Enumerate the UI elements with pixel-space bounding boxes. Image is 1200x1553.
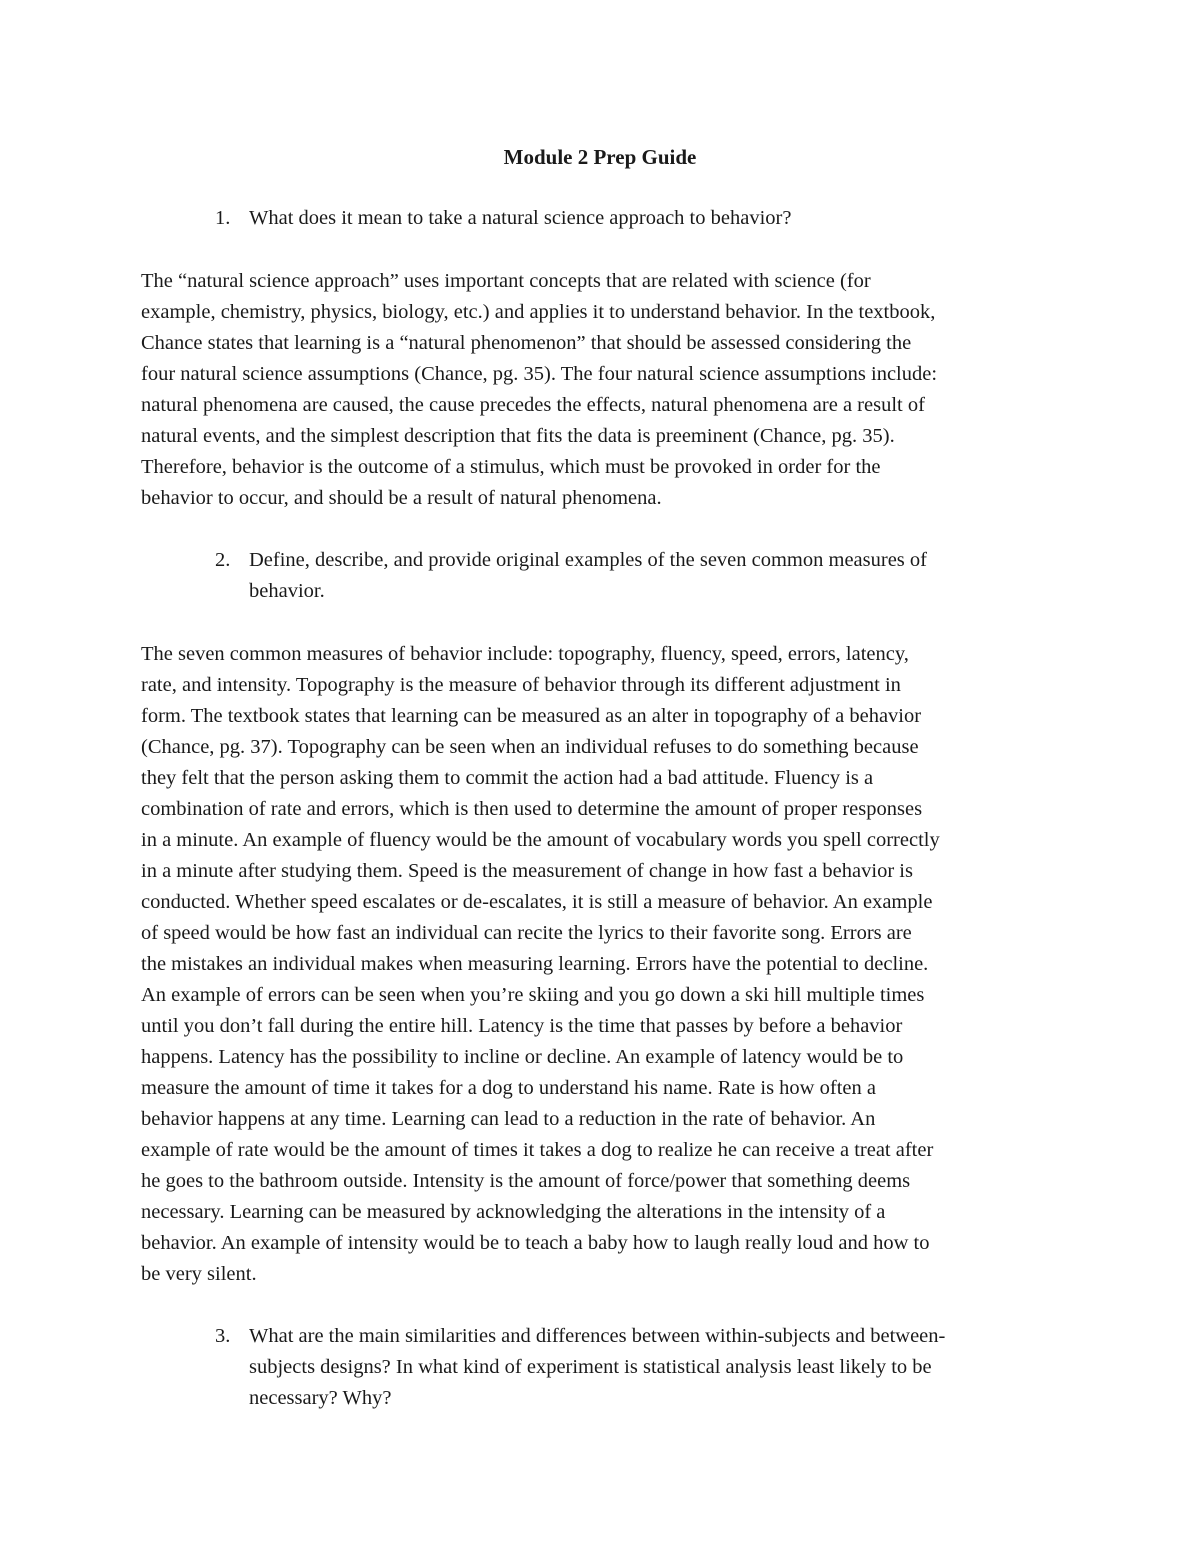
question-line: necessary? Why? xyxy=(249,1387,392,1409)
answer-line: in a minute after studying them. Speed is the measurement of change in how fast a behavior is xyxy=(141,860,913,882)
answer-line: Chance states that learning is a “natural phenomenon” that should be assessed considering the xyxy=(141,332,912,354)
question-2 xyxy=(215,545,1075,607)
answer-1 xyxy=(141,266,1061,514)
question-text xyxy=(249,545,1075,607)
answer-line: The “natural science approach” uses important concepts that are related with science (for xyxy=(141,270,871,292)
answer-line: in a minute. An example of fluency would be the amount of vocabulary words you spell correctly xyxy=(141,829,940,851)
answer-line: example, chemistry, physics, biology, etc.) and applies it to understand behavior. In the textbook, xyxy=(141,301,936,323)
question-line: subjects designs? In what kind of experiment is statistical analysis least likely to be xyxy=(249,1356,932,1378)
answer-line: he goes to the bathroom outside. Intensity is the amount of force/power that something deems xyxy=(141,1170,911,1192)
answer-line: An example of errors can be seen when you’re skiing and you go down a ski hill multiple times xyxy=(141,984,925,1006)
answer-line: natural events, and the simplest description that fits the data is preeminent (Chance, pg. 35). xyxy=(141,425,895,447)
question-line: What are the main similarities and differences between within-subjects and between- xyxy=(249,1325,946,1347)
answer-line: measure the amount of time it takes for a dog to understand his name. Rate is how often a xyxy=(141,1077,876,1099)
answer-line: combination of rate and errors, which is then used to determine the amount of proper responses xyxy=(141,798,923,820)
question-number: 3. xyxy=(215,1325,231,1347)
question-line: Define, describe, and provide original examples of the seven common measures of xyxy=(249,549,927,571)
answer-2 xyxy=(141,639,1061,1290)
question-text xyxy=(249,203,1075,234)
answer-line: The seven common measures of behavior include: topography, fluency, speed, errors, latency, xyxy=(141,643,909,665)
answer-line: the mistakes an individual makes when measuring learning. Errors have the potential to decline. xyxy=(141,953,929,975)
answer-line: behavior happens at any time. Learning can lead to a reduction in the rate of behavior. An xyxy=(141,1108,876,1130)
question-text xyxy=(249,1321,1075,1414)
answer-line: rate, and intensity. Topography is the measure of behavior through its different adjustment in xyxy=(141,674,901,696)
question-number: 1. xyxy=(215,207,231,229)
answer-line: of speed would be how fast an individual can recite the lyrics to their favorite song. Errors are xyxy=(141,922,912,944)
question-1 xyxy=(215,203,1075,234)
answer-line: example of rate would be the amount of times it takes a dog to realize he can receive a treat after xyxy=(141,1139,934,1161)
answer-line: behavior to occur, and should be a result of natural phenomena. xyxy=(141,487,662,509)
answer-line: form. The textbook states that learning can be measured as an alter in topography of a behavior xyxy=(141,705,922,727)
answer-line: Therefore, behavior is the outcome of a stimulus, which must be provoked in order for the xyxy=(141,456,881,478)
answer-line: happens. Latency has the possibility to incline or decline. An example of latency would be to xyxy=(141,1046,904,1068)
page-title: Module 2 Prep Guide xyxy=(503,145,697,169)
answer-line: necessary. Learning can be measured by acknowledging the alterations in the intensity of a xyxy=(141,1201,886,1223)
question-number: 2. xyxy=(215,549,231,571)
answer-line: (Chance, pg. 37). Topography can be seen when an individual refuses to do something because xyxy=(141,736,919,758)
answer-line: natural phenomena are caused, the cause precedes the effects, natural phenomena are a result of xyxy=(141,394,925,416)
answer-line: be very silent. xyxy=(141,1263,257,1285)
question-line: What does it mean to take a natural science approach to behavior? xyxy=(249,207,792,229)
answer-line: until you don’t fall during the entire hill. Latency is the time that passes by before a behavior xyxy=(141,1015,903,1037)
answer-line: behavior. An example of intensity would be to teach a baby how to laugh really loud and how to xyxy=(141,1232,930,1254)
answer-line: conducted. Whether speed escalates or de-escalates, it is still a measure of behavior. An example xyxy=(141,891,933,913)
question-3 xyxy=(215,1321,1075,1414)
answer-line: four natural science assumptions (Chance, pg. 35). The four natural science assumptions include: xyxy=(141,363,938,385)
answer-line: they felt that the person asking them to commit the action had a bad attitude. Fluency is a xyxy=(141,767,874,789)
question-line: behavior. xyxy=(249,580,325,602)
